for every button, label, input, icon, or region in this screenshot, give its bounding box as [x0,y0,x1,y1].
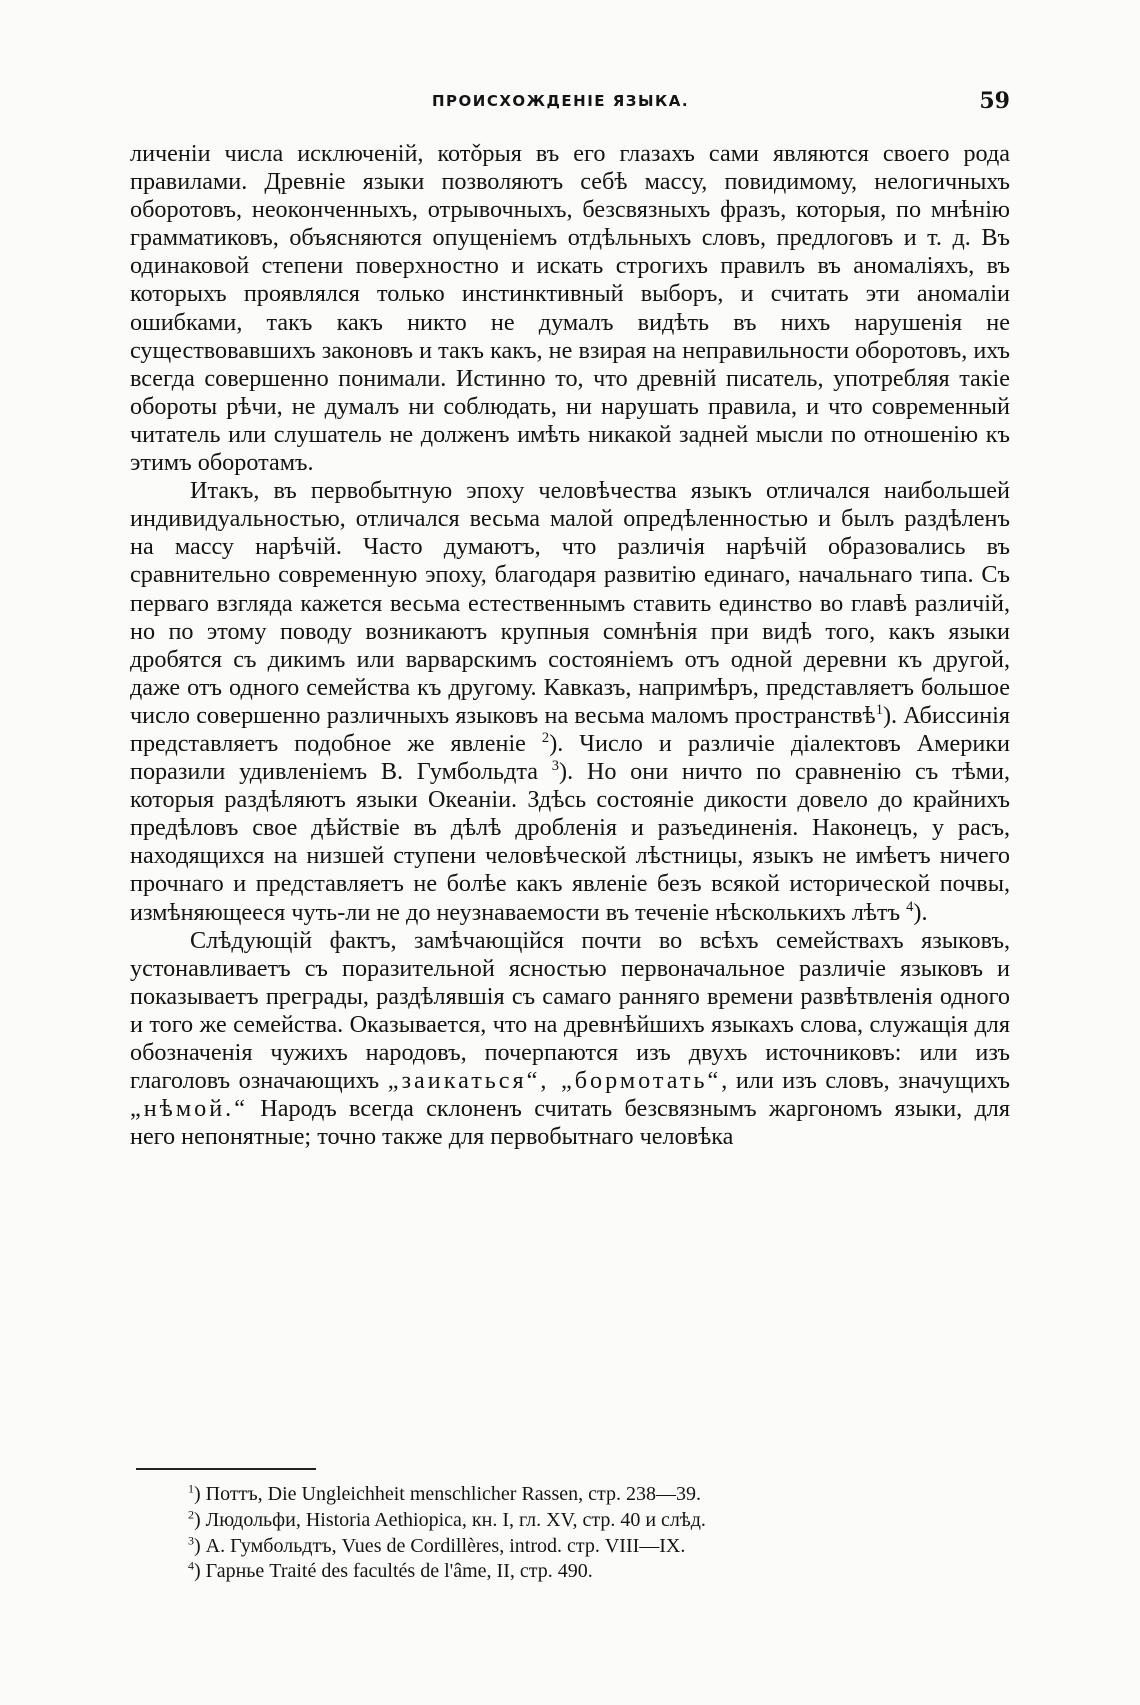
footnotes [130,1482,1010,1585]
running-title: ПРОИСХОЖДЕНІЕ ЯЗЫКА. [432,92,690,110]
page-number: 59 [979,88,1010,114]
footnote-2 [130,1508,1010,1534]
footnote-text: ) Поттъ, Die Ungleichheit menschlicher Rassen, стр. 238—39. [194,1483,701,1505]
footnote-mark: 1 [188,1481,194,1496]
footnote-1 [130,1482,1010,1508]
paragraph-text: Итакъ, въ первобытную эпоху человѣчества языкъ отличался наибольшей индивидуальностью, отличался весьма малой опредѣленностью и былъ раздѣленъ на массу нарѣчій. Часто думаютъ, что различія нарѣчій образовались въ сравнительно современную эпоху, благодаря развитію единаго, начальнаго типа. Съ перваго взгляда кажется весьма естественнымъ ставить единство во главѣ различій, но по этому поводу возникаютъ крупныя сомнѣнія при видѣ того, какъ языки дробятся съ дикимъ или варварскимъ состояніемъ отъ одной деревни къ другой, даже отъ одного семейства къ другому. Кавказъ, напримѣръ, представляетъ большое число совершенно различныхъ языковъ на весьма маломъ пространствѣ [130,477,1010,729]
paragraph-foreign-peoples [130,927,1010,1152]
footnote-text: ) Людольфи, Historia Aethiopica, кн. I, гл. XV, стр. 40 и слѣд. [194,1508,706,1531]
main-text [130,140,1010,1151]
footnote-ref: 3 [551,758,560,774]
footnote-ref: 4 [906,898,914,915]
footnote-mark: 2 [188,1507,194,1522]
paragraph-text: ). [913,898,928,926]
paragraph-text: Слѣдующій фактъ, замѣчающійся почти во всѣхъ семействахъ языковъ, устонавливаетъ съ поразительной ясностью первоначальное различіе языковъ и показываетъ преграды, раздѣлявшія съ самаго ранняго времени развѣтвленія одного и того же семейства. Оказывается, что на древнѣйшихъ языкахъ слова, служащія для обозначенія чужихъ народовъ, почерпаются изъ двухъ источниковъ: или изъ глаголовъ означающихъ [130,926,1010,1095]
paragraph-text: , или изъ словъ, значущихъ [721,1067,1011,1095]
footnote-mark: 3 [188,1532,194,1547]
spaced-emphasis: „нѣмой.“ [130,1095,248,1123]
footnote-text: ) А. Гумбольдтъ, Vues de Cordillères, introd. стр. VIII—IX. [194,1534,686,1557]
footnote-text: ) Гарнье Traité des facultés de l'âme, II, стр. 490. [194,1560,593,1583]
footnote-ref: 2 [541,729,550,746]
footnote-4 [130,1559,1010,1585]
paragraph-continued [130,140,1010,477]
footnote-divider [136,1468,316,1470]
paragraph-text: личеніи числа исключеній, котǒрыя въ его глазахъ сами являются своего рода правилами. Древніе языки позволяютъ себѣ массу, повидимому, нелогичныхъ оборотовъ, неоконченныхъ, отрывочныхъ, безсвязныхъ фразъ, которыя, по мнѣнію грамматиковъ, объясняются опущеніемъ отдѣльныхъ словъ, предлоговъ и т. д. Въ одинаковой степени поверхностно и искать строгихъ правилъ въ аномаліяхъ, въ которыхъ проявлялся только инстинктивный выборъ, и считать эти аномаліи ошибками, такъ какъ никто не думалъ видѣть въ нихъ нарушенія не существовавшихъ законовъ и такъ какъ, не взирая на неправильности оборотовъ, ихъ всегда совершенно понимали. Истинно то, что древній писатель, употребляя такіе обороты рѣчи, не думалъ ни соблюдать, ни нарушать правила, и что современный читатель или слушатель не долженъ имѣть никакой задней мысли по отношенію къ этимъ оборотамъ. [130,140,1010,477]
footnote-ref: 1 [875,701,883,718]
spaced-emphasis: „заикаться“, „бормотать“ [387,1067,722,1095]
footnote-mark: 4 [188,1558,194,1573]
page-header [130,88,1010,122]
paragraph-text: ). Число и различіе діалектовъ Америки поразили удивленіемъ В. Гумбольдта [130,729,1010,786]
paragraph-text: ). Но они ничто по сравненію съ тѣми, которыя раздѣляютъ языки Океаніи. Здѣсь состояніе дикости довело до крайнихъ предѣловъ свое дѣйствіе въ дѣлѣ дробленія и разъединенія. Наконецъ, у расъ, находящихся на низшей ступени человѣческой лѣстницы, языкъ не имѣетъ ничего прочнаго и представляетъ не болѣе какъ явленіе безъ всякой исторической почвы, измѣняющееся чуть-ли не до неузнаваемости въ теченіе нѣсколькихъ лѣтъ [130,758,1010,926]
paragraph-text: ). Абиссинія представляетъ подобное же явленіе [130,701,1010,757]
paragraph-first-epoch [130,477,1010,927]
footnote-3 [130,1534,1010,1560]
paragraph-text: Народъ всегда склоненъ считать безсвязнымъ жаргономъ языки, для него непонятные; точно также для первобытнаго человѣка [130,1095,1010,1151]
